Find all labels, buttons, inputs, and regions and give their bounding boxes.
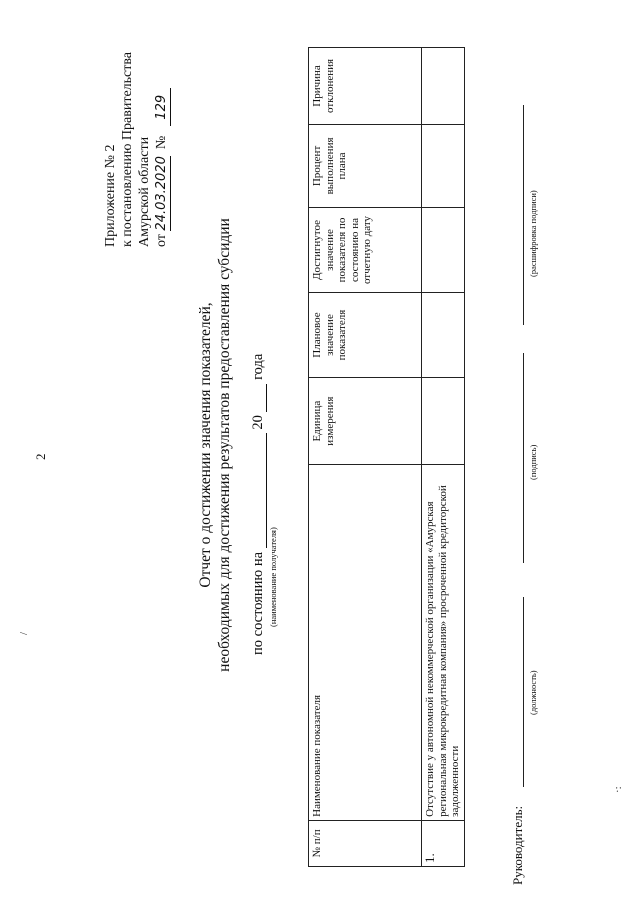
stray-mark: /: [18, 631, 30, 635]
number-prefix: №: [154, 135, 169, 150]
handwritten-date: 24.03.2020: [154, 156, 169, 231]
year-blank: [252, 384, 267, 412]
signature-label: Руководитель:: [510, 805, 525, 885]
appendix-line-2: к постановлению Правительства: [120, 51, 135, 247]
date-blank: [252, 433, 267, 548]
position-line: [523, 597, 524, 787]
table-row: [422, 48, 465, 867]
row-unit: [422, 378, 465, 465]
table-header-row: [309, 48, 422, 867]
row-num: 1.: [422, 820, 465, 866]
page-number: 2: [33, 453, 48, 460]
year-prefix: 20: [250, 415, 266, 430]
header-name: Наименование показателя: [309, 465, 422, 821]
header-fact: Достигнутое значение показателя по состоянию на отчетную дату: [309, 207, 422, 292]
header-reason: Причина отклонения: [309, 48, 422, 125]
name-line: [523, 105, 524, 325]
title-line-2: необходимых для достижения результатов предоставления субсидии: [216, 218, 233, 672]
header-pct: Процент выполнения плана: [309, 124, 422, 207]
position-caption: (должность): [528, 670, 538, 715]
appendix-block: [102, 7, 171, 247]
sign-line: [523, 353, 524, 563]
appendix-date-line: [153, 7, 171, 247]
row-fact: [422, 207, 465, 292]
stray-mark: ·:: [612, 786, 624, 793]
as-of-prefix: по состоянию на: [250, 551, 266, 655]
name-caption: (расшифровка подписи): [528, 190, 538, 277]
row-name: Отсутствие у автономной некоммерческой организации «Амурская региональная микрокредитная компания» просроченной кредиторской задолженности: [422, 465, 465, 821]
header-unit: Единица измерения: [309, 378, 422, 465]
row-reason: [422, 48, 465, 125]
appendix-line-1: Приложение № 2: [103, 144, 118, 247]
header-plan: Плановое значение показателя: [309, 293, 422, 378]
row-plan: [422, 293, 465, 378]
indicators-table: [308, 47, 465, 867]
as-of-line: [250, 235, 267, 655]
sign-caption: (подпись): [528, 444, 538, 480]
year-suffix: года: [250, 353, 266, 380]
appendix-line-3: Амурской области: [137, 136, 152, 247]
row-pct: [422, 124, 465, 207]
title-line-1: Отчет о достижении значения показателей,: [197, 302, 214, 588]
recipient-caption: (наименование получателя): [268, 527, 278, 627]
header-num: № п/п: [309, 820, 422, 866]
date-prefix: от: [154, 234, 169, 247]
handwritten-number: 129: [153, 88, 171, 126]
report-title: [196, 135, 234, 755]
